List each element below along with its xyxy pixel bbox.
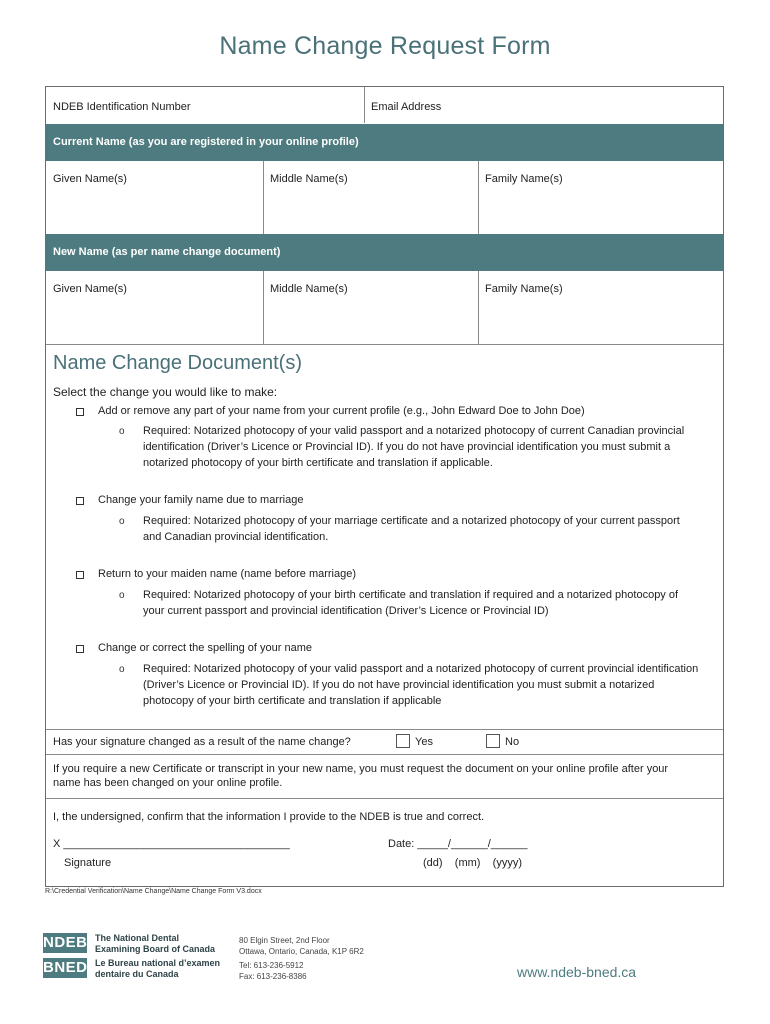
certificate-note-line-1: If you require a new Certificate or transcript in your new name, you must request the document on your online profile after your <box>53 763 669 775</box>
current-name-header: Current Name (as you are registered in your online profile) <box>46 124 723 161</box>
website-link[interactable]: www.ndeb-bned.ca <box>517 964 637 980</box>
org-name-fr: Le Bureau national d’examen dentaire du Canada <box>95 958 221 979</box>
signature-yes-label: Yes <box>415 736 433 748</box>
option-marriage-checkbox[interactable] <box>76 497 84 505</box>
new-name-header: New Name (as per name change document) <box>46 234 723 271</box>
bullet-marker: o <box>119 426 125 437</box>
signature-yes-checkbox[interactable] <box>396 734 410 748</box>
name-change-form <box>45 86 724 887</box>
new-given-label: Given Name(s) <box>53 283 127 295</box>
current-given-field[interactable] <box>46 161 263 233</box>
bned-logo: BNED <box>43 959 88 976</box>
date-format-hint: (dd) (mm) (yyyy) <box>423 857 522 869</box>
documents-title: Name Change Document(s) <box>53 352 302 374</box>
new-given-field[interactable] <box>46 271 263 343</box>
file-path: R:\Credential Verification\Name Change\Name Change Form V3.docx <box>45 888 262 895</box>
option-spelling-requirement: Required: Notarized photocopy of your valid passport and a notarized photocopy of current provincial identification (Driver’s Licence or Provincial ID). If you do not have provincial identification you must submit a notarized photocopy of your birth certificate and translation if applicable <box>143 663 699 707</box>
bullet-marker: o <box>119 516 125 527</box>
new-middle-field[interactable] <box>264 271 478 343</box>
org-name-en: The National Dental Examining Board of Canada <box>95 933 216 954</box>
new-family-field[interactable] <box>479 271 723 343</box>
current-family-field[interactable] <box>479 161 723 233</box>
bullet-marker: o <box>119 590 125 601</box>
signature-no-checkbox[interactable] <box>486 734 500 748</box>
current-middle-field[interactable] <box>264 161 478 233</box>
current-given-label: Given Name(s) <box>53 173 127 185</box>
option-spelling-label: Change or correct the spelling of your name <box>98 642 313 654</box>
signature-label: Signature <box>64 857 112 869</box>
option-add-remove-label: Add or remove any part of your name from your current profile (e.g., John Edward Doe to John Doe) <box>98 405 585 417</box>
certificate-note-line-2: name has been changed on your online profile. <box>53 777 283 789</box>
address: 80 Elgin Street, 2nd Floor Ottawa, Ontario, Canada, K1P 6R2 <box>239 936 364 956</box>
new-middle-label: Middle Name(s) <box>270 283 348 295</box>
ndeb-logo: NDEB <box>43 934 88 951</box>
documents-prompt: Select the change you would like to make: <box>53 385 278 399</box>
signature-line[interactable]: X _____________________________________ <box>53 838 290 850</box>
phone-fax: Tel: 613-236-5912 Fax: 613-236-8386 <box>239 961 307 981</box>
option-marriage-requirement: Required: Notarized photocopy of your marriage certificate and a notarized photocopy of your current passport and Canadian provincial identification. <box>143 515 680 543</box>
date-line[interactable]: Date: _____/______/______ <box>388 838 528 850</box>
bullet-marker: o <box>119 664 125 675</box>
ndeb-id-label: NDEB Identification Number <box>53 101 191 113</box>
option-add-remove-checkbox[interactable] <box>76 408 84 416</box>
current-family-label: Family Name(s) <box>485 173 563 185</box>
option-maiden-requirement: Required: Notarized photocopy of your birth certificate and translation if required and a notarized photocopy of your current passport and provincial identification (Driver’s Licence or Provincial ID) <box>143 589 679 617</box>
email-label: Email Address <box>371 101 442 113</box>
confirmation-statement: I, the undersigned, confirm that the information I provide to the NDEB is true and correct. <box>53 811 485 823</box>
ndeb-id-field[interactable] <box>46 87 364 123</box>
option-marriage-label: Change your family name due to marriage <box>98 494 304 506</box>
new-family-label: Family Name(s) <box>485 283 563 295</box>
email-field[interactable] <box>365 87 723 123</box>
option-spelling-checkbox[interactable] <box>76 645 84 653</box>
page-title: Name Change Request Form <box>219 32 551 60</box>
current-middle-label: Middle Name(s) <box>270 173 348 185</box>
option-maiden-label: Return to your maiden name (name before marriage) <box>98 568 357 580</box>
signature-question: Has your signature changed as a result of the name change? <box>53 736 351 748</box>
option-add-remove-requirement: Required: Notarized photocopy of your valid passport and a notarized photocopy of current Canadian provincial identification (Driver’s Licence or Provincial ID). If you do not have provincial identification you must submit a notarized photocopy of your birth certificate and translation if applicable. <box>143 425 685 469</box>
option-maiden-checkbox[interactable] <box>76 571 84 579</box>
signature-no-label: No <box>505 736 520 748</box>
